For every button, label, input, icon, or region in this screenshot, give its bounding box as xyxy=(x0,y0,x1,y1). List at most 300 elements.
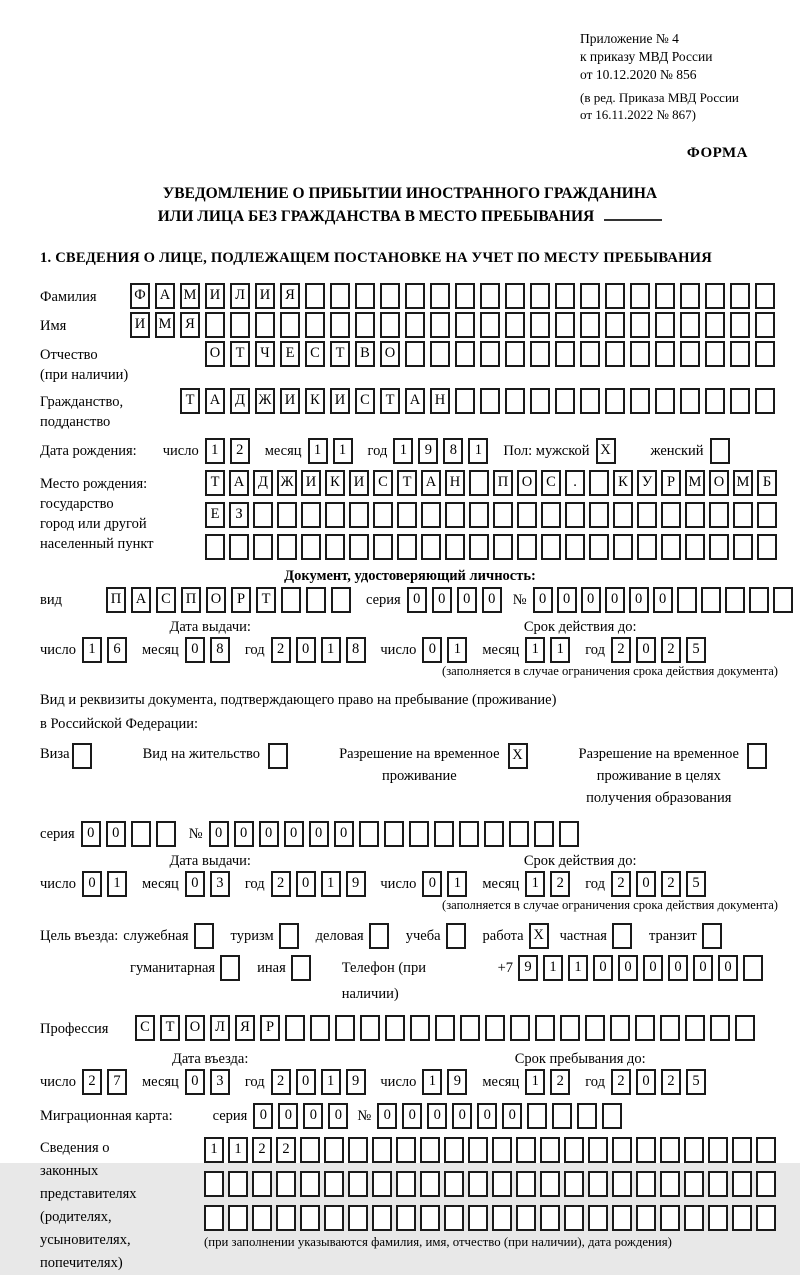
char-cell[interactable] xyxy=(279,923,299,949)
char-cell[interactable]: Т xyxy=(230,341,250,367)
char-cell[interactable]: 1 xyxy=(525,637,545,663)
char-cell[interactable]: Б xyxy=(757,470,777,496)
char-cell[interactable]: М xyxy=(733,470,753,496)
char-cell[interactable]: А xyxy=(205,388,225,414)
char-cell[interactable]: 3 xyxy=(210,871,230,897)
char-cell[interactable] xyxy=(434,821,454,847)
char-cell[interactable] xyxy=(708,1205,728,1231)
char-cell[interactable] xyxy=(385,1015,405,1041)
char-cell[interactable]: В xyxy=(355,341,375,367)
char-cell[interactable]: 1 xyxy=(422,1069,442,1095)
char-cell[interactable]: 1 xyxy=(205,438,225,464)
char-cell[interactable]: 2 xyxy=(276,1137,296,1163)
char-cell[interactable] xyxy=(435,1015,455,1041)
char-cell[interactable]: 8 xyxy=(443,438,463,464)
char-cell[interactable] xyxy=(577,1103,597,1129)
char-cell[interactable]: 8 xyxy=(210,637,230,663)
char-cell[interactable] xyxy=(291,955,311,981)
char-cell[interactable]: 8 xyxy=(346,637,366,663)
char-cell[interactable] xyxy=(372,1137,392,1163)
char-cell[interactable]: Р xyxy=(260,1015,280,1041)
char-cell[interactable]: П xyxy=(106,587,126,613)
char-cell[interactable] xyxy=(534,821,554,847)
char-cell[interactable] xyxy=(565,534,585,560)
char-cell[interactable]: 0 xyxy=(334,821,354,847)
char-cell[interactable] xyxy=(612,923,632,949)
char-cell[interactable]: 1 xyxy=(543,955,563,981)
char-cell[interactable]: 0 xyxy=(477,1103,497,1129)
char-cell[interactable] xyxy=(530,312,550,338)
char-cell[interactable]: 0 xyxy=(432,587,452,613)
char-cell[interactable] xyxy=(555,388,575,414)
char-cell[interactable]: И xyxy=(301,470,321,496)
char-cell[interactable] xyxy=(330,312,350,338)
char-cell[interactable]: К xyxy=(305,388,325,414)
char-cell[interactable] xyxy=(492,1171,512,1197)
char-cell[interactable]: Р xyxy=(661,470,681,496)
char-cell[interactable]: А xyxy=(405,388,425,414)
char-cell[interactable] xyxy=(505,388,525,414)
char-cell[interactable]: Д xyxy=(230,388,250,414)
char-cell[interactable] xyxy=(373,502,393,528)
char-cell[interactable] xyxy=(348,1205,368,1231)
char-cell[interactable] xyxy=(349,534,369,560)
char-cell[interactable]: Я xyxy=(280,283,300,309)
char-cell[interactable] xyxy=(455,312,475,338)
char-cell[interactable]: 1 xyxy=(321,871,341,897)
char-cell[interactable] xyxy=(655,312,675,338)
char-cell[interactable]: С xyxy=(355,388,375,414)
char-cell[interactable]: 1 xyxy=(308,438,328,464)
char-cell[interactable]: 2 xyxy=(271,1069,291,1095)
char-cell[interactable] xyxy=(630,283,650,309)
char-cell[interactable]: 0 xyxy=(668,955,688,981)
char-cell[interactable] xyxy=(708,1171,728,1197)
char-cell[interactable] xyxy=(516,1171,536,1197)
char-cell[interactable]: Т xyxy=(180,388,200,414)
char-cell[interactable] xyxy=(580,283,600,309)
char-cell[interactable]: 5 xyxy=(686,1069,706,1095)
char-cell[interactable] xyxy=(677,587,697,613)
char-cell[interactable]: Т xyxy=(397,470,417,496)
char-cell[interactable]: 0 xyxy=(636,1069,656,1095)
char-cell[interactable] xyxy=(277,534,297,560)
char-cell[interactable] xyxy=(684,1205,704,1231)
char-cell[interactable] xyxy=(306,587,326,613)
char-cell[interactable]: С xyxy=(541,470,561,496)
char-cell[interactable] xyxy=(409,821,429,847)
char-cell[interactable] xyxy=(733,534,753,560)
char-cell[interactable]: 0 xyxy=(636,637,656,663)
char-cell[interactable] xyxy=(277,502,297,528)
char-cell[interactable] xyxy=(630,388,650,414)
char-cell[interactable] xyxy=(655,388,675,414)
char-cell[interactable] xyxy=(552,1103,572,1129)
char-cell[interactable] xyxy=(660,1137,680,1163)
char-cell[interactable]: 1 xyxy=(321,1069,341,1095)
char-cell[interactable] xyxy=(660,1205,680,1231)
char-cell[interactable] xyxy=(580,388,600,414)
char-cell[interactable] xyxy=(384,821,404,847)
char-cell[interactable] xyxy=(205,312,225,338)
char-cell[interactable] xyxy=(680,388,700,414)
char-cell[interactable] xyxy=(468,1171,488,1197)
char-cell[interactable] xyxy=(655,341,675,367)
char-cell[interactable]: 0 xyxy=(81,821,101,847)
char-cell[interactable] xyxy=(253,534,273,560)
char-cell[interactable]: Д xyxy=(253,470,273,496)
char-cell[interactable] xyxy=(564,1205,584,1231)
char-cell[interactable]: 0 xyxy=(605,587,625,613)
char-cell[interactable] xyxy=(541,502,561,528)
char-cell[interactable] xyxy=(305,283,325,309)
char-cell[interactable]: X xyxy=(508,743,528,769)
char-cell[interactable]: 0 xyxy=(106,821,126,847)
char-cell[interactable]: 7 xyxy=(107,1069,127,1095)
char-cell[interactable] xyxy=(220,955,240,981)
char-cell[interactable] xyxy=(355,283,375,309)
char-cell[interactable]: И xyxy=(130,312,150,338)
char-cell[interactable] xyxy=(743,955,763,981)
char-cell[interactable] xyxy=(455,341,475,367)
char-cell[interactable] xyxy=(459,821,479,847)
char-cell[interactable]: 0 xyxy=(296,1069,316,1095)
char-cell[interactable]: И xyxy=(349,470,369,496)
char-cell[interactable] xyxy=(204,1171,224,1197)
char-cell[interactable] xyxy=(252,1171,272,1197)
char-cell[interactable] xyxy=(455,283,475,309)
char-cell[interactable]: X xyxy=(596,438,616,464)
char-cell[interactable]: 0 xyxy=(303,1103,323,1129)
char-cell[interactable] xyxy=(493,534,513,560)
char-cell[interactable]: 0 xyxy=(629,587,649,613)
char-cell[interactable] xyxy=(421,534,441,560)
char-cell[interactable] xyxy=(660,1171,680,1197)
char-cell[interactable] xyxy=(480,388,500,414)
char-cell[interactable] xyxy=(612,1205,632,1231)
char-cell[interactable]: 0 xyxy=(581,587,601,613)
char-cell[interactable]: О xyxy=(517,470,537,496)
char-cell[interactable]: 0 xyxy=(185,1069,205,1095)
char-cell[interactable] xyxy=(228,1171,248,1197)
char-cell[interactable] xyxy=(484,821,504,847)
char-cell[interactable]: Я xyxy=(235,1015,255,1041)
char-cell[interactable] xyxy=(445,502,465,528)
char-cell[interactable] xyxy=(505,341,525,367)
char-cell[interactable] xyxy=(268,743,288,769)
char-cell[interactable] xyxy=(460,1015,480,1041)
char-cell[interactable] xyxy=(300,1205,320,1231)
char-cell[interactable] xyxy=(305,312,325,338)
char-cell[interactable]: У xyxy=(637,470,657,496)
char-cell[interactable] xyxy=(405,341,425,367)
char-cell[interactable]: 2 xyxy=(82,1069,102,1095)
char-cell[interactable] xyxy=(555,283,575,309)
char-cell[interactable] xyxy=(349,502,369,528)
char-cell[interactable]: 2 xyxy=(550,1069,570,1095)
char-cell[interactable] xyxy=(612,1171,632,1197)
char-cell[interactable] xyxy=(733,502,753,528)
char-cell[interactable] xyxy=(613,502,633,528)
char-cell[interactable] xyxy=(156,821,176,847)
char-cell[interactable] xyxy=(589,470,609,496)
char-cell[interactable] xyxy=(661,534,681,560)
char-cell[interactable] xyxy=(685,502,705,528)
char-cell[interactable]: 0 xyxy=(185,637,205,663)
char-cell[interactable] xyxy=(680,341,700,367)
char-cell[interactable]: 1 xyxy=(204,1137,224,1163)
char-cell[interactable] xyxy=(396,1205,416,1231)
char-cell[interactable] xyxy=(527,1103,547,1129)
char-cell[interactable]: Н xyxy=(430,388,450,414)
char-cell[interactable] xyxy=(773,587,793,613)
char-cell[interactable] xyxy=(325,502,345,528)
char-cell[interactable] xyxy=(732,1171,752,1197)
char-cell[interactable]: И xyxy=(280,388,300,414)
char-cell[interactable]: О xyxy=(185,1015,205,1041)
char-cell[interactable]: Т xyxy=(256,587,276,613)
char-cell[interactable]: Я xyxy=(180,312,200,338)
char-cell[interactable]: 1 xyxy=(525,1069,545,1095)
char-cell[interactable] xyxy=(372,1205,392,1231)
char-cell[interactable] xyxy=(348,1137,368,1163)
char-cell[interactable] xyxy=(444,1205,464,1231)
char-cell[interactable]: Т xyxy=(205,470,225,496)
char-cell[interactable] xyxy=(205,534,225,560)
char-cell[interactable] xyxy=(331,587,351,613)
char-cell[interactable]: Е xyxy=(205,502,225,528)
char-cell[interactable] xyxy=(468,1205,488,1231)
char-cell[interactable]: О xyxy=(709,470,729,496)
char-cell[interactable] xyxy=(380,283,400,309)
char-cell[interactable] xyxy=(330,283,350,309)
char-cell[interactable]: 1 xyxy=(107,871,127,897)
char-cell[interactable] xyxy=(755,341,775,367)
char-cell[interactable]: 0 xyxy=(618,955,638,981)
char-cell[interactable] xyxy=(530,283,550,309)
char-cell[interactable] xyxy=(610,1015,630,1041)
char-cell[interactable] xyxy=(755,388,775,414)
char-cell[interactable] xyxy=(585,1015,605,1041)
char-cell[interactable] xyxy=(444,1171,464,1197)
char-cell[interactable] xyxy=(444,1137,464,1163)
char-cell[interactable] xyxy=(612,1137,632,1163)
char-cell[interactable] xyxy=(730,312,750,338)
char-cell[interactable] xyxy=(360,1015,380,1041)
char-cell[interactable]: Ф xyxy=(130,283,150,309)
char-cell[interactable] xyxy=(276,1205,296,1231)
char-cell[interactable] xyxy=(635,1015,655,1041)
char-cell[interactable]: 2 xyxy=(271,637,291,663)
char-cell[interactable] xyxy=(480,283,500,309)
char-cell[interactable] xyxy=(655,283,675,309)
char-cell[interactable]: 0 xyxy=(502,1103,522,1129)
char-cell[interactable]: 9 xyxy=(346,871,366,897)
char-cell[interactable] xyxy=(516,1137,536,1163)
char-cell[interactable] xyxy=(580,312,600,338)
char-cell[interactable] xyxy=(730,341,750,367)
char-cell[interactable] xyxy=(469,502,489,528)
char-cell[interactable]: 0 xyxy=(557,587,577,613)
char-cell[interactable] xyxy=(530,341,550,367)
char-cell[interactable]: 9 xyxy=(518,955,538,981)
char-cell[interactable]: 2 xyxy=(611,637,631,663)
char-cell[interactable]: Р xyxy=(231,587,251,613)
char-cell[interactable] xyxy=(630,312,650,338)
char-cell[interactable]: 1 xyxy=(333,438,353,464)
char-cell[interactable] xyxy=(455,388,475,414)
char-cell[interactable] xyxy=(747,743,767,769)
char-cell[interactable] xyxy=(301,534,321,560)
char-cell[interactable] xyxy=(660,1015,680,1041)
char-cell[interactable] xyxy=(680,312,700,338)
char-cell[interactable] xyxy=(480,312,500,338)
char-cell[interactable] xyxy=(757,534,777,560)
char-cell[interactable] xyxy=(636,1171,656,1197)
char-cell[interactable] xyxy=(709,502,729,528)
char-cell[interactable] xyxy=(505,283,525,309)
char-cell[interactable] xyxy=(505,312,525,338)
char-cell[interactable] xyxy=(589,534,609,560)
char-cell[interactable]: И xyxy=(330,388,350,414)
char-cell[interactable] xyxy=(485,1015,505,1041)
char-cell[interactable] xyxy=(636,1137,656,1163)
char-cell[interactable]: 0 xyxy=(482,587,502,613)
char-cell[interactable] xyxy=(510,1015,530,1041)
char-cell[interactable] xyxy=(555,312,575,338)
char-cell[interactable]: 9 xyxy=(346,1069,366,1095)
char-cell[interactable]: А xyxy=(421,470,441,496)
char-cell[interactable] xyxy=(637,502,657,528)
char-cell[interactable] xyxy=(430,283,450,309)
char-cell[interactable]: 0 xyxy=(533,587,553,613)
char-cell[interactable]: 1 xyxy=(468,438,488,464)
char-cell[interactable]: О xyxy=(380,341,400,367)
char-cell[interactable] xyxy=(301,502,321,528)
char-cell[interactable]: Ж xyxy=(277,470,297,496)
char-cell[interactable] xyxy=(588,1137,608,1163)
char-cell[interactable]: К xyxy=(613,470,633,496)
char-cell[interactable] xyxy=(509,821,529,847)
char-cell[interactable] xyxy=(229,534,249,560)
char-cell[interactable]: 0 xyxy=(643,955,663,981)
char-cell[interactable] xyxy=(194,923,214,949)
char-cell[interactable] xyxy=(755,312,775,338)
char-cell[interactable] xyxy=(564,1171,584,1197)
char-cell[interactable] xyxy=(661,502,681,528)
char-cell[interactable] xyxy=(421,502,441,528)
char-cell[interactable]: 1 xyxy=(550,637,570,663)
char-cell[interactable]: 2 xyxy=(271,871,291,897)
char-cell[interactable] xyxy=(602,1103,622,1129)
char-cell[interactable] xyxy=(420,1205,440,1231)
char-cell[interactable]: 2 xyxy=(252,1137,272,1163)
char-cell[interactable] xyxy=(420,1137,440,1163)
char-cell[interactable] xyxy=(605,312,625,338)
char-cell[interactable] xyxy=(276,1171,296,1197)
char-cell[interactable]: С xyxy=(135,1015,155,1041)
char-cell[interactable] xyxy=(541,534,561,560)
char-cell[interactable]: 1 xyxy=(393,438,413,464)
char-cell[interactable]: О xyxy=(206,587,226,613)
char-cell[interactable]: 2 xyxy=(661,637,681,663)
char-cell[interactable] xyxy=(348,1171,368,1197)
char-cell[interactable] xyxy=(580,341,600,367)
char-cell[interactable]: 0 xyxy=(296,871,316,897)
char-cell[interactable] xyxy=(588,1205,608,1231)
char-cell[interactable] xyxy=(756,1137,776,1163)
char-cell[interactable]: 0 xyxy=(402,1103,422,1129)
char-cell[interactable] xyxy=(702,923,722,949)
char-cell[interactable] xyxy=(355,312,375,338)
char-cell[interactable]: С xyxy=(373,470,393,496)
char-cell[interactable] xyxy=(255,312,275,338)
char-cell[interactable]: 3 xyxy=(210,1069,230,1095)
char-cell[interactable]: 9 xyxy=(418,438,438,464)
char-cell[interactable] xyxy=(516,1205,536,1231)
char-cell[interactable]: Л xyxy=(210,1015,230,1041)
char-cell[interactable] xyxy=(492,1137,512,1163)
char-cell[interactable] xyxy=(684,1171,704,1197)
char-cell[interactable] xyxy=(708,1137,728,1163)
char-cell[interactable]: 0 xyxy=(457,587,477,613)
char-cell[interactable] xyxy=(530,388,550,414)
char-cell[interactable]: И xyxy=(205,283,225,309)
char-cell[interactable] xyxy=(701,587,721,613)
char-cell[interactable] xyxy=(373,534,393,560)
char-cell[interactable] xyxy=(324,1205,344,1231)
char-cell[interactable]: 1 xyxy=(447,637,467,663)
char-cell[interactable]: 5 xyxy=(686,871,706,897)
char-cell[interactable] xyxy=(685,1015,705,1041)
char-cell[interactable]: 5 xyxy=(686,637,706,663)
char-cell[interactable] xyxy=(560,1015,580,1041)
char-cell[interactable] xyxy=(280,312,300,338)
char-cell[interactable]: 0 xyxy=(278,1103,298,1129)
char-cell[interactable] xyxy=(468,1137,488,1163)
char-cell[interactable] xyxy=(204,1205,224,1231)
char-cell[interactable]: К xyxy=(325,470,345,496)
char-cell[interactable]: 0 xyxy=(718,955,738,981)
char-cell[interactable] xyxy=(430,341,450,367)
char-cell[interactable]: Н xyxy=(445,470,465,496)
char-cell[interactable] xyxy=(756,1171,776,1197)
char-cell[interactable]: И xyxy=(255,283,275,309)
char-cell[interactable] xyxy=(252,1205,272,1231)
char-cell[interactable] xyxy=(559,821,579,847)
char-cell[interactable] xyxy=(335,1015,355,1041)
char-cell[interactable] xyxy=(588,1171,608,1197)
char-cell[interactable] xyxy=(636,1205,656,1231)
char-cell[interactable] xyxy=(492,1205,512,1231)
char-cell[interactable] xyxy=(725,587,745,613)
char-cell[interactable]: С xyxy=(305,341,325,367)
char-cell[interactable] xyxy=(730,283,750,309)
char-cell[interactable]: Л xyxy=(230,283,250,309)
char-cell[interactable] xyxy=(755,283,775,309)
char-cell[interactable] xyxy=(446,923,466,949)
char-cell[interactable]: 0 xyxy=(377,1103,397,1129)
char-cell[interactable]: 0 xyxy=(636,871,656,897)
char-cell[interactable] xyxy=(517,502,537,528)
char-cell[interactable] xyxy=(230,312,250,338)
char-cell[interactable]: 0 xyxy=(259,821,279,847)
char-cell[interactable]: Т xyxy=(380,388,400,414)
char-cell[interactable] xyxy=(410,1015,430,1041)
char-cell[interactable] xyxy=(420,1171,440,1197)
char-cell[interactable] xyxy=(396,1171,416,1197)
char-cell[interactable] xyxy=(710,438,730,464)
